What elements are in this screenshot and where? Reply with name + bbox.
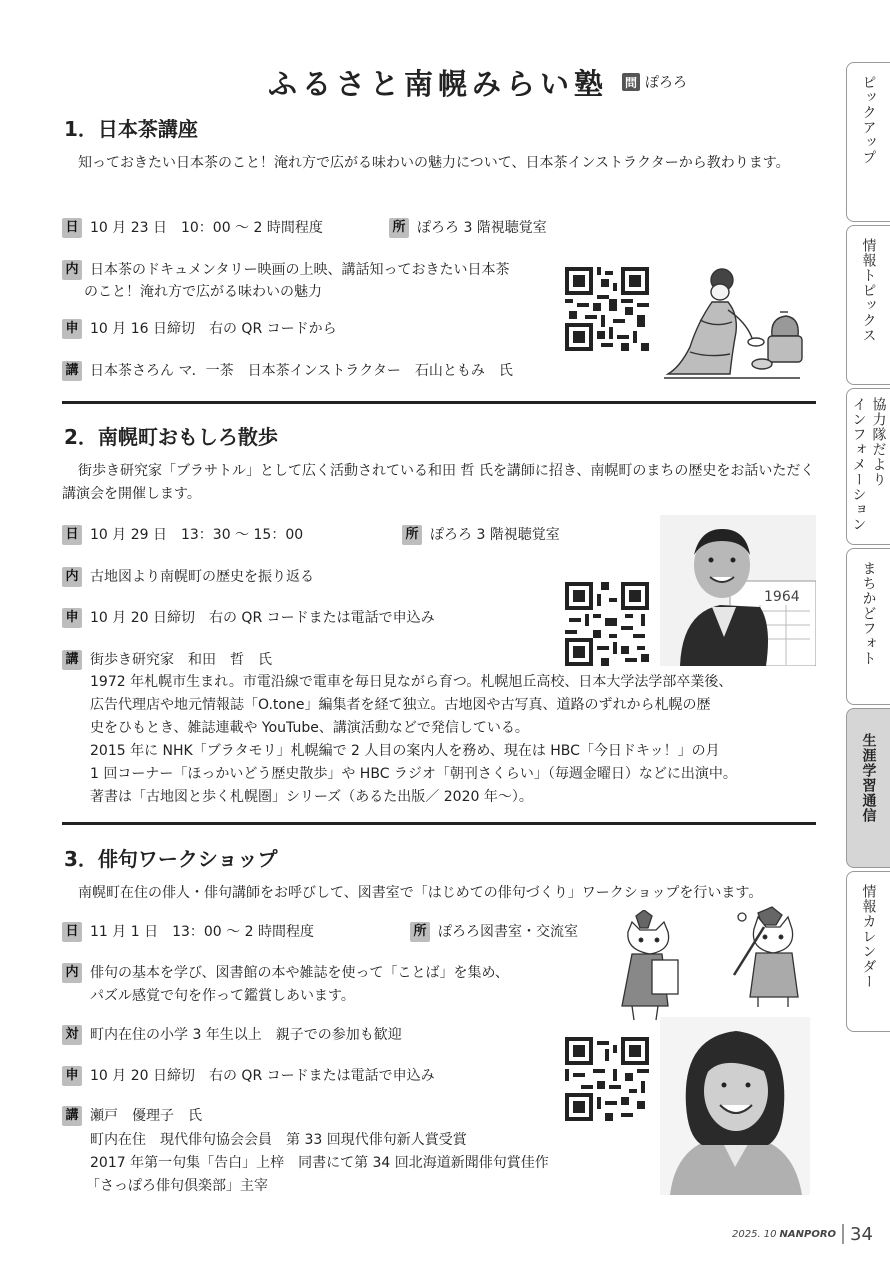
section-1-content-row [62,259,509,281]
inquiry-mark: 問 [622,73,640,91]
brand-logo: NANPORO [779,1228,837,1240]
section-1-apply: 10 月 16 日締切 右の QR コードから [90,321,337,337]
section-3-place-row [410,921,578,943]
section-3-date: 11 月 1 日 13：00 ～ 2 時間程度 [90,924,314,940]
apply-mark: 申 [62,608,82,628]
side-tab-bar [846,62,890,1032]
section-2-bio-line: 2015 年に NHK「ブラタモリ」札幌編で 2 人目の案内人を務め、現在は HBC「今日ドキッ！」の月 [90,743,720,759]
tab-info-calendar[interactable] [846,871,890,1032]
section-3-target-row [62,1024,402,1046]
content-mark: 内 [62,963,82,983]
section-1-lecturer-row [62,360,513,382]
section-2-heading: 2．南幌町おもしろ散歩 [64,425,278,449]
tea-ceremony-illustration [660,262,804,386]
lecturer-mark: 講 [62,650,82,670]
section-divider-1 [62,401,816,404]
tab-label: 生涯学習通信 [860,733,877,823]
section-1-content: 日本茶のドキュメンタリー映画の上映、講話知っておきたい日本茶 [90,262,510,278]
section-2-place-row [402,524,560,546]
tab-label: ピックアップ [860,75,877,165]
section-2-lecturer-row [62,649,272,671]
tab-label: 情報トピックス [860,238,877,343]
section-3-intro: 南幌町在住の俳人・俳句講師をお呼びして、図書室で「はじめての俳句づくり」ワークショップを行います。 [78,885,763,901]
page-title-row [268,62,738,102]
section-1-content-line2: のこと！淹れ方で広がる味わいの魅力 [84,284,322,300]
section-1-lecturer: 日本茶さろん マ．一茶 日本茶インストラクター 石山ともみ 氏 [90,363,513,379]
section-2-apply-row [62,607,435,629]
section-1-intro: 知っておきたい日本茶のこと！淹れ方で広がる味わいの魅力について、日本茶インストラクターから教わります。 [78,155,790,171]
footer-divider [842,1224,844,1244]
section-2-bio-line: 著書は「古地図と歩く札幌圏」シリーズ（あるた出版／ 2020 年～）。 [90,789,533,805]
page-number: 34 [850,1223,873,1245]
section-1-date-row [62,217,323,239]
map-year-label: 1964 [764,589,800,605]
section-3-bio-line: 2017 年第一句集「告白」上梓 同書にて第 34 回北海道新聞俳句賞佳作 [90,1155,549,1171]
tab-label: 情報カレンダー [860,884,877,989]
section-1-apply-row [62,318,337,340]
section-3-heading: 3．俳句ワークショップ [64,847,278,871]
section-2-place: ぽろろ 3 階視聴覚室 [430,527,560,543]
section-2-bio-line: 広告代理店や地元情報誌「O.tone」編集者を経て独立。古地図や古写真、道路のずれから札幌の歴 [90,697,711,713]
section-3-bio-line: 「さっぽろ俳句倶楽部」主宰 [86,1178,268,1194]
section-divider-2 [62,822,816,825]
tab-label-sub: 協力隊だより [870,397,887,487]
inquiry-org: ぽろろ [645,75,688,91]
section-3-content: 俳句の基本を学び、図書館の本や雑誌を使って「ことば」を集め、 [90,965,509,981]
section-1-place-row [389,217,547,239]
apply-mark: 申 [62,1066,82,1086]
target-mark: 対 [62,1025,82,1045]
date-mark: 日 [62,525,82,545]
section-3-place: ぽろろ図書室・交流室 [438,924,578,940]
section-3-date-row [62,921,314,943]
section-3-apply-row [62,1065,435,1087]
qr-code-2[interactable] [565,582,649,666]
tab-machikado-photo[interactable] [846,548,890,705]
section-1-place: ぽろろ 3 階視聴覚室 [417,220,547,236]
cat-with-book-illustration [612,910,688,1022]
section-2-date: 10 月 29 日 13：30 ～ 15：00 [90,527,304,543]
section-2-lecturer: 街歩き研究家 和田 哲 氏 [90,652,272,668]
content-mark: 内 [62,260,82,280]
section-1-heading: 1．日本茶講座 [64,117,198,141]
lecturer-mark: 講 [62,1106,82,1126]
section-1-date: 10 月 23 日 10：00 ～ 2 時間程度 [90,220,323,236]
lecturer-photo-wada [660,515,816,666]
content-mark: 内 [62,567,82,587]
section-3-target: 町内在住の小学 3 年生以上 親子での参加も歓迎 [90,1027,402,1043]
tab-pickup[interactable] [846,62,890,222]
section-2-bio-line: 史をひもとき、雑誌連載や YouTube、講演活動などで発信している。 [90,720,529,736]
tab-label: まちかどフォト [860,561,877,666]
section-2-bio-line: 1 回コーナー「ほっかいどう歴史散歩」や HBC ラジオ「朝刊さくらい」（毎週金曜日）などに出演中。 [90,766,737,782]
section-3-lecturer: 瀬戸 優理子 氏 [90,1108,202,1124]
section-2-date-row [62,524,303,546]
issue-date: 2025. 10 [732,1228,777,1240]
lecturer-mark: 講 [62,361,82,381]
qr-code-1[interactable] [565,267,649,351]
page-title: ふるさと南幌みらい塾 [268,66,609,101]
tab-info-topics[interactable] [846,225,890,385]
section-2-bio-line: 1972 年札幌市生まれ。市電沿線で電車を毎日見ながら育つ。札幌旭丘高校、日本大学法学部卒業後、 [90,674,733,690]
lecturer-photo-seto [660,1017,810,1195]
section-2-apply: 10 月 20 日締切 右の QR コードまたは電話で申込み [90,610,435,626]
section-3-content-line2: パズル感覚で句を作って鑑賞しあいます。 [90,988,355,1004]
page-footer [732,1224,873,1244]
place-mark: 所 [410,922,430,942]
tab-information-cooperation[interactable] [846,388,890,545]
section-3-lecturer-row [62,1105,202,1127]
place-mark: 所 [389,218,409,238]
cat-with-brush-illustration [728,905,818,1009]
section-2-intro: 街歩き研究家「ブラサトル」として広く活動されている和田 哲 氏を講師に招き、南幌町のまちの歴史をお話いただく講演会を開催します。 [62,463,815,502]
section-3-content-row [62,962,509,984]
section-3-apply: 10 月 20 日締切 右の QR コードまたは電話で申込み [90,1068,435,1084]
place-mark: 所 [402,525,422,545]
tab-label: インフォメーション [850,397,867,532]
apply-mark: 申 [62,319,82,339]
tab-lifelong-learning[interactable] [846,708,890,868]
date-mark: 日 [62,218,82,238]
section-3-bio-line: 町内在住 現代俳句協会会員 第 33 回現代俳句新人賞受賞 [90,1132,467,1148]
section-2-content: 古地図より南幌町の歴史を振り返る [90,569,314,585]
qr-code-3[interactable] [565,1037,649,1121]
date-mark: 日 [62,922,82,942]
section-2-content-row [62,566,314,588]
